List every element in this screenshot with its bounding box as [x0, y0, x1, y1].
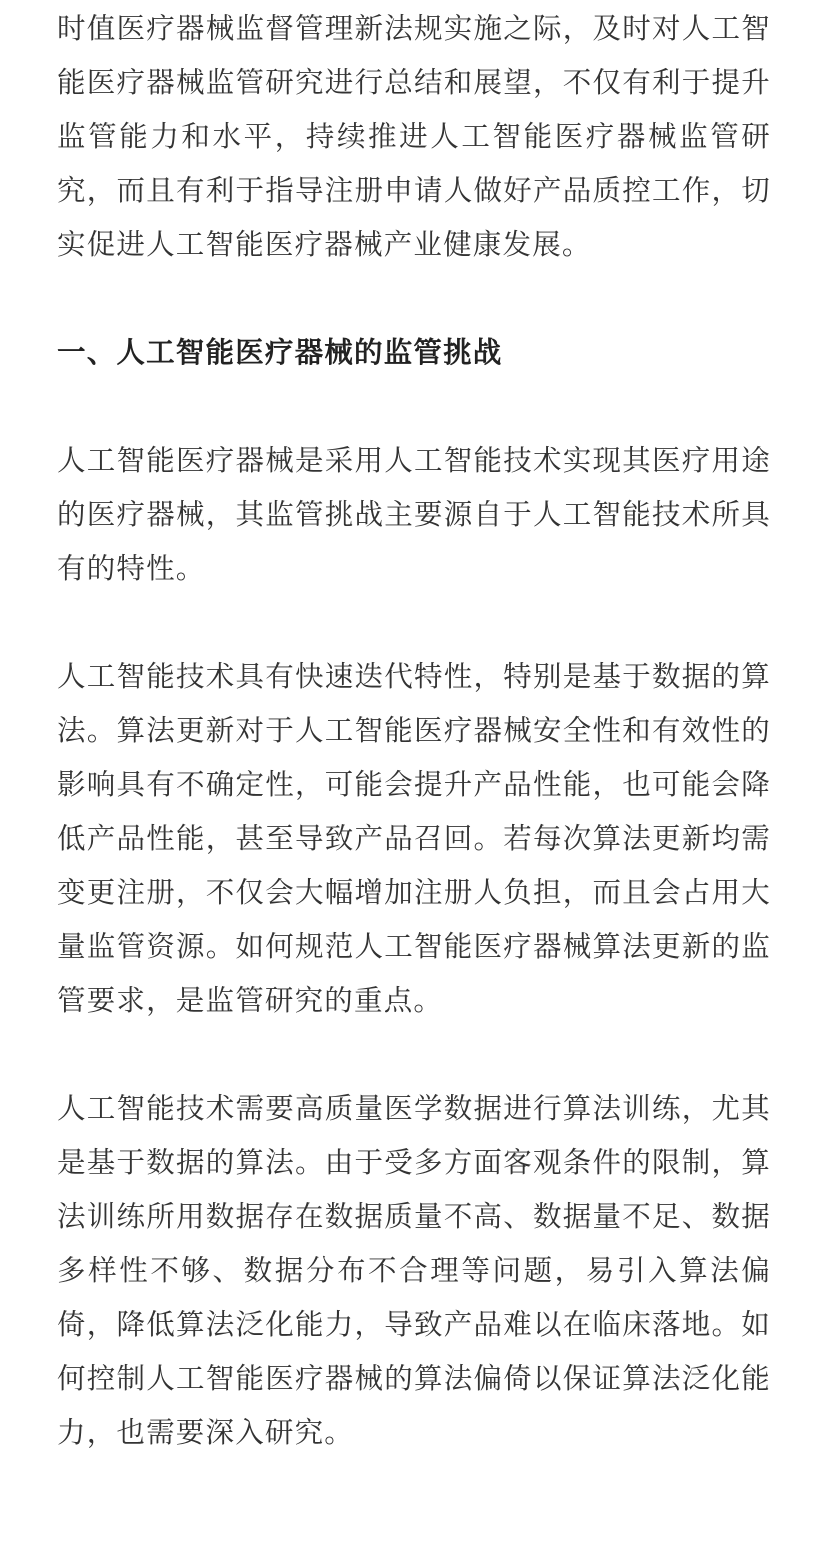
- paragraph-intro: 时值医疗器械监督管理新法规实施之际，及时对人工智能医疗器械监管研究进行总结和展望，不仅有利于提升监管能力和水平，持续推进人工智能医疗器械监管研究，而且有利于指导注册申请人做好产品质控工作，切实促进人工智能医疗器械产业健康发展。: [57, 12, 771, 261]
- paragraph-gap: [57, 596, 771, 650]
- paragraph-definition: 人工智能医疗器械是采用人工智能技术实现其医疗用途的医疗器械，其监管挑战主要源自于人工智能技术所具有的特性。: [57, 444, 771, 585]
- paragraph-gap: [57, 272, 771, 326]
- paragraph-data-quality: 人工智能技术需要高质量医学数据进行算法训练，尤其是基于数据的算法。由于受多方面客观条件的限制，算法训练所用数据存在数据质量不高、数据量不足、数据多样性不够、数据分布不合理等问题，易引入算法偏倚，降低算法泛化能力，导致产品难以在临床落地。如何控制人工智能医疗器械的算法偏倚以保证算法泛化能力，也需要深入研究。: [57, 1092, 771, 1449]
- paragraph-gap: [57, 1028, 771, 1082]
- section-heading: 一、人工智能医疗器械的监管挑战: [57, 336, 503, 369]
- paragraph-algorithm-update: 人工智能技术具有快速迭代特性，特别是基于数据的算法。算法更新对于人工智能医疗器械安全性和有效性的影响具有不确定性，可能会提升产品性能，也可能会降低产品性能，甚至导致产品召回。若每次算法更新均需变更注册，不仅会大幅增加注册人负担，而且会占用大量监管资源。如何规范人工智能医疗器械算法更新的监管要求，是监管研究的重点。: [57, 660, 771, 1017]
- article-body: [57, 0, 771, 1460]
- paragraph-gap: [57, 380, 771, 434]
